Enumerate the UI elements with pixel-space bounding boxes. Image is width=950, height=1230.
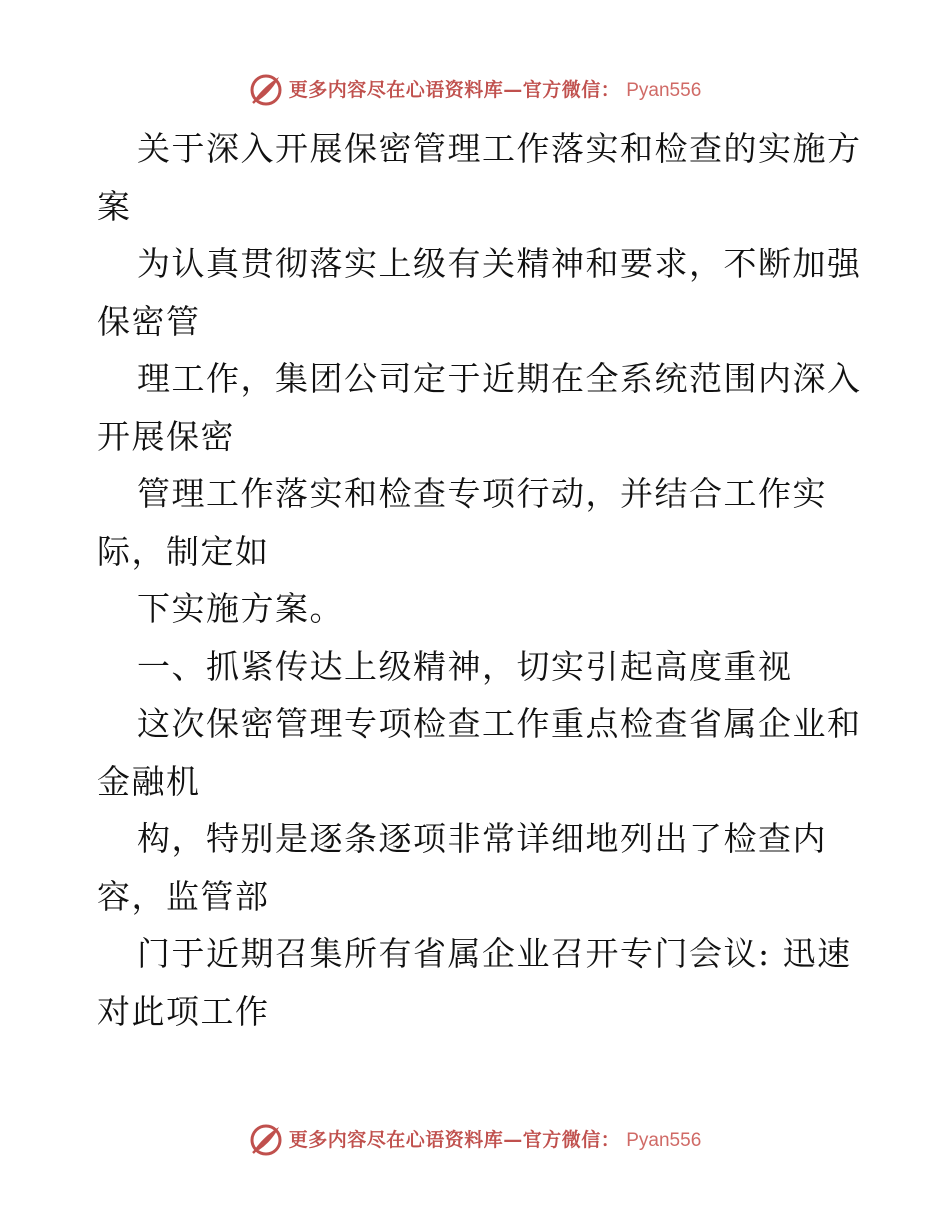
banner-wechat-id: Pyan556 — [626, 79, 702, 101]
paragraph-line: 保密管 — [97, 301, 201, 341]
paragraph-line: 际，制定如 — [97, 531, 270, 571]
paragraph-line: 门于近期召集所有省属企业召开专门会议: 迅速 — [137, 934, 852, 973]
section-heading: 一、抓紧传达上级精神，切实引起高度重视 — [137, 646, 793, 686]
paragraph-line: 管理工作落实和检查专项行动，并结合工作实 — [137, 474, 827, 513]
paragraph-line: 容，监管部 — [97, 876, 270, 916]
paragraph-line: 开展保密 — [97, 416, 235, 456]
header-watermark-banner — [0, 70, 950, 110]
document-title-line: 关于深入开展保密管理工作落实和检查的实施方 — [137, 129, 862, 168]
paragraph-line: 理工作，集团公司定于近期在全系统范围内深入 — [137, 359, 862, 398]
paragraph-line: 这次保密管理专项检查工作重点检查省属企业和 — [137, 704, 862, 743]
paragraph-line: 为认真贯彻落实上级有关精神和要求，不断加强 — [137, 244, 862, 283]
paragraph-line: 下实施方案。 — [137, 589, 344, 628]
banner-text: 更多内容尽在心语资料库—官方微信： — [288, 78, 621, 101]
document-title-line: 案 — [97, 186, 132, 226]
banner-content — [249, 73, 702, 107]
paragraph-line: 构，特别是逐条逐项非常详细地列出了检查内 — [137, 819, 827, 858]
footer-watermark-banner — [0, 1120, 950, 1160]
document-body — [97, 120, 862, 1040]
banner-content — [249, 1123, 702, 1157]
paragraph-line: 对此项工作 — [97, 991, 270, 1031]
paragraph-line: 金融机 — [97, 761, 201, 801]
banner-wechat-id: Pyan556 — [626, 1129, 702, 1151]
feather-pen-logo-icon — [249, 73, 283, 107]
feather-pen-logo-icon — [249, 1123, 283, 1157]
banner-text: 更多内容尽在心语资料库—官方微信： — [288, 1128, 621, 1151]
